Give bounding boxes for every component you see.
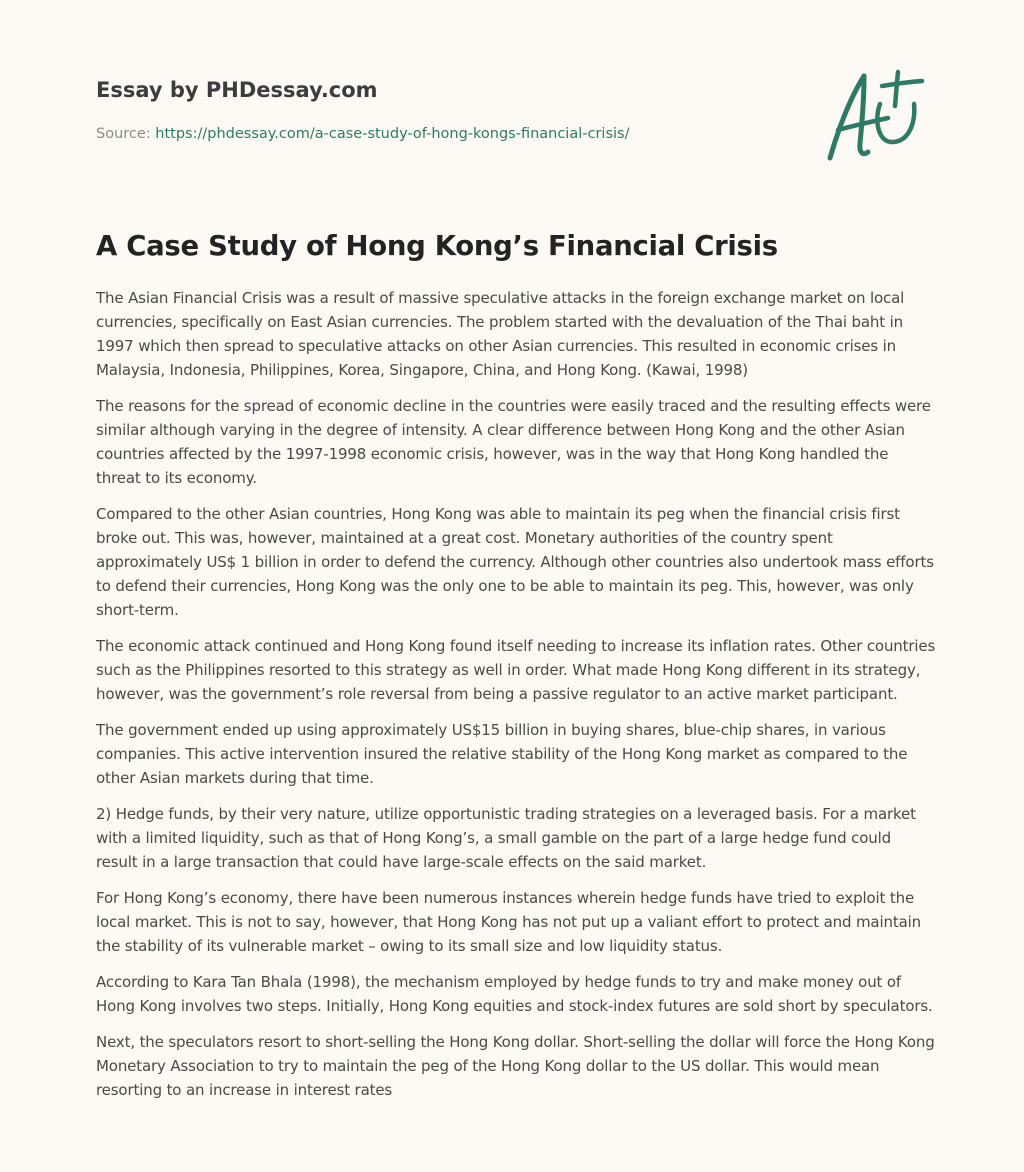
paragraph: 2) Hedge funds, by their very nature, utilize opportunistic trading strategies on a leveraged basis. For a market with a limited liquidity, such as that of Hong Kong’s, a small gamble on the part of a large hedge fund could result in a large transaction that could have large-scale effects on the said market.: [96, 805, 916, 871]
paragraph: Next, the speculators resort to short-selling the Hong Kong dollar. Short-selling the dollar will force the Hong Kong Monetary Association to try to maintain the peg of the Hong Kong dollar to the US dollar. This would mean resorting to an increase in interest rates: [96, 1033, 935, 1099]
paragraph: For Hong Kong’s economy, there have been numerous instances wherein hedge funds have tried to exploit the local market. This is not to say, however, that Hong Kong has not put up a valiant effort to protect and maintain the stability of its vulnerable market – owing to its small size and low liquidity status.: [96, 889, 921, 955]
paragraph: The Asian Financial Crisis was a result of massive speculative attacks in the foreign exchange market on local currencies, specifically on East Asian currencies. The problem started with the devaluation of the Thai baht in 1997 which then spread to speculative attacks on other Asian currencies. This resulted in economic crises in Malaysia, Indonesia, Philippines, Korea, Singapore, China, and Hong Kong. (Kawai, 1998): [96, 289, 905, 379]
essay-body: [96, 228, 936, 1114]
a-plus-logo: [818, 68, 930, 168]
brand-title: Essay by PHDessay.com: [96, 78, 378, 102]
source-label: Source:: [96, 126, 156, 142]
essay-title: A Case Study of Hong Kong’s Financial Crisis: [96, 230, 778, 262]
source-link[interactable]: https://phdessay.com/a-case-study-of-hong-kongs-financial-crisis/: [155, 126, 630, 142]
paragraph: Compared to the other Asian countries, Hong Kong was able to maintain its peg when the financial crisis first broke out. This was, however, maintained at a great cost. Monetary authorities of the country spent approximately US$ 1 billion in order to defend the currency. Although other countries also undertook mass efforts to defend their currencies, Hong Kong was the only one to be able to maintain its peg. This, however, was only short-term.: [96, 505, 934, 619]
paragraph: The government ended up using approximately US$15 billion in buying shares, blue-chip shares, in various companies. This active intervention insured the relative stability of the Hong Kong market as compared to the other Asian markets during that time.: [96, 721, 908, 787]
paragraph: The economic attack continued and Hong Kong found itself needing to increase its inflation rates. Other countries such as the Philippines resorted to this strategy as well in order. What made Hong Kong different in its strategy, however, was the government’s role reversal from being a passive regulator to an active market participant.: [96, 637, 936, 703]
page-header: [96, 76, 796, 144]
paragraph: The reasons for the spread of economic decline in the countries were easily traced and the resulting effects were similar although varying in the degree of intensity. A clear difference between Hong Kong and the other Asian countries affected by the 1997-1998 economic crisis, however, was in the way that Hong Kong handled the threat to its economy.: [96, 397, 931, 487]
paragraph: According to Kara Tan Bhala (1998), the mechanism employed by hedge funds to try and make money out of Hong Kong involves two steps. Initially, Hong Kong equities and stock-index futures are sold short by speculators.: [96, 973, 933, 1015]
source-line: [96, 124, 796, 144]
